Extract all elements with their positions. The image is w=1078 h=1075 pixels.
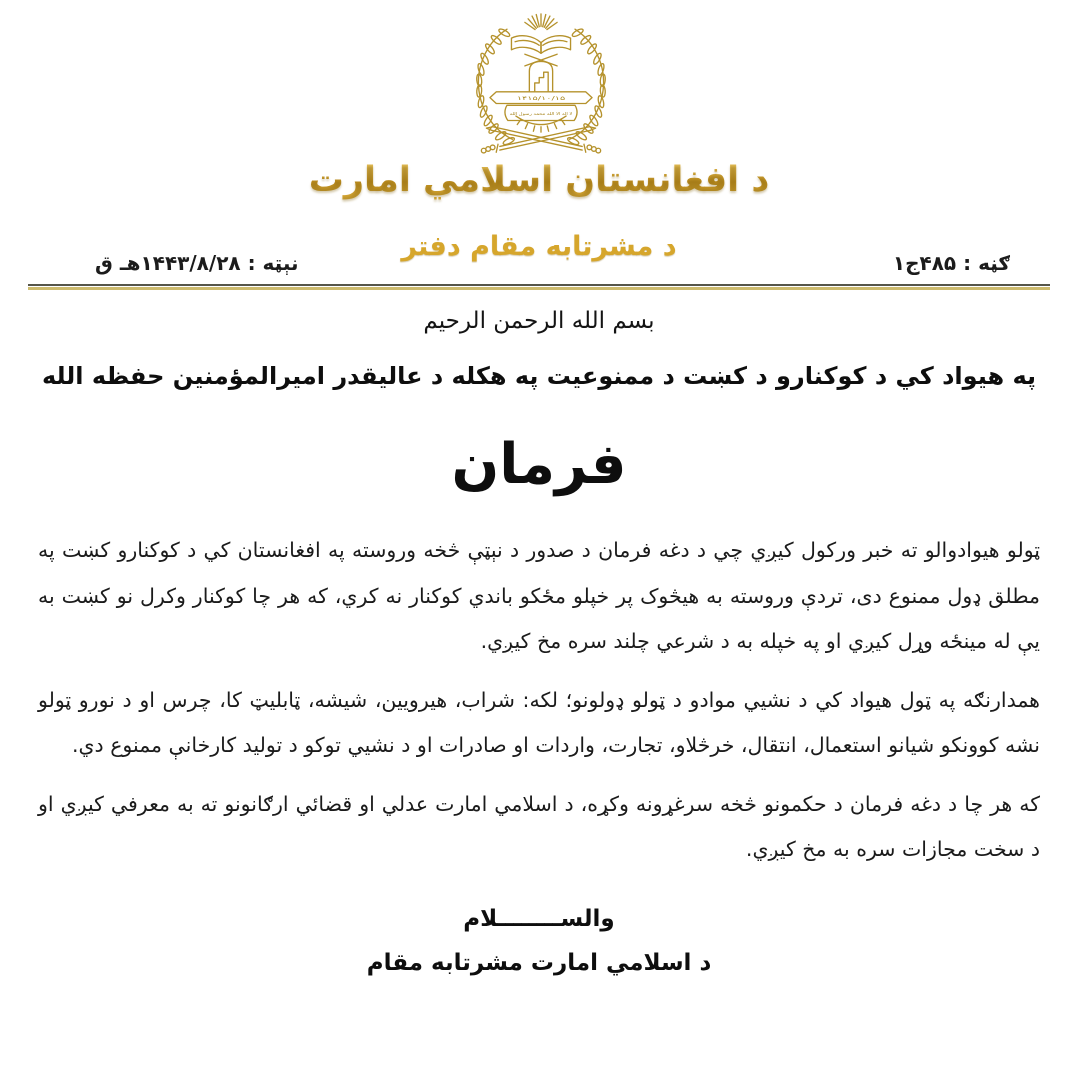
decree-heading: فرمان <box>451 432 627 497</box>
emblem-rays-icon <box>525 14 557 30</box>
emblem-ribbon-banner <box>490 92 592 104</box>
header-divider-rule <box>28 284 1050 290</box>
decree-paragraph-2: همدارنګه په ټول هيواد کي د نشيي موادو د ټولو ډولونو؛ لکه: شراب، هيرويين، شيشه، ټابليټ کا، چرس او د نورو ټولو نشه کوونکو شيانو استعمال، انتقال، خرڅلاو، تجارت، واردات او صادرات او د نشيي توکو د توليد کارخانې ممنوع دي. <box>38 687 1040 757</box>
emblem-shahada-text: لا اله الا الله محمد رسول الله <box>509 111 573 117</box>
emirate-calligraphy-title: د افغانستان اسلامي امارت <box>0 160 1078 200</box>
islamic-emirate-emblem-icon <box>450 5 632 159</box>
basmala-line: بسم الله الرحمن الرحيم <box>423 308 655 334</box>
emblem-banner-date: ۱۴۱۵/۱۰/۱۵ <box>516 95 566 102</box>
decree-subject-line: په هيواد کي د کوکنارو د کښت د ممنوعيت په هکله د عاليقدر اميرالمؤمنين حفظه الله <box>41 362 1037 390</box>
leadership-office-title: د مشرتابه مقام دفتر <box>401 231 677 262</box>
signature-line: د اسلامي امارت مشرتابه مقام <box>366 950 712 976</box>
closing-salutation: والســــــــلام <box>463 906 615 932</box>
emblem-gear-icon <box>516 116 566 132</box>
document-number: ګڼه : ۴۸۵ج۱ <box>892 251 1010 275</box>
decree-paragraph-1: ټولو هيوادوالو ته خبر ورکول کيږي چي د دغه فرمان د صدور د نېټې څخه وروسته په افغانستان کي د کوکنارو کښت په مطلق ډول ممنوع دی، تردې وروسته به هيڅوک پر خپلو مځکو باندي کوکنار نه کري، که هر چا کوکنار وکرل نو کښت به يې له مينځه وړل کيږي او په خپله به د شرعي چلند سره مخ کيږي. <box>38 538 1040 653</box>
decree-body-text <box>38 528 1040 886</box>
emblem-shahada-cartouche <box>505 105 577 120</box>
document-date: نېټه : ۱۴۴۳/۸/۲۸هـ ق <box>95 251 299 275</box>
emblem-mihrab-minbar-icon <box>529 61 552 91</box>
decree-paragraph-3: که هر چا د دغه فرمان د حکمونو څخه سرغړونه وکړه، د اسلامي امارت عدلي او قضائي ارګانونو ته به معرفي کيږي او د سخت مجازات سره به مخ کيږي. <box>38 791 1040 861</box>
